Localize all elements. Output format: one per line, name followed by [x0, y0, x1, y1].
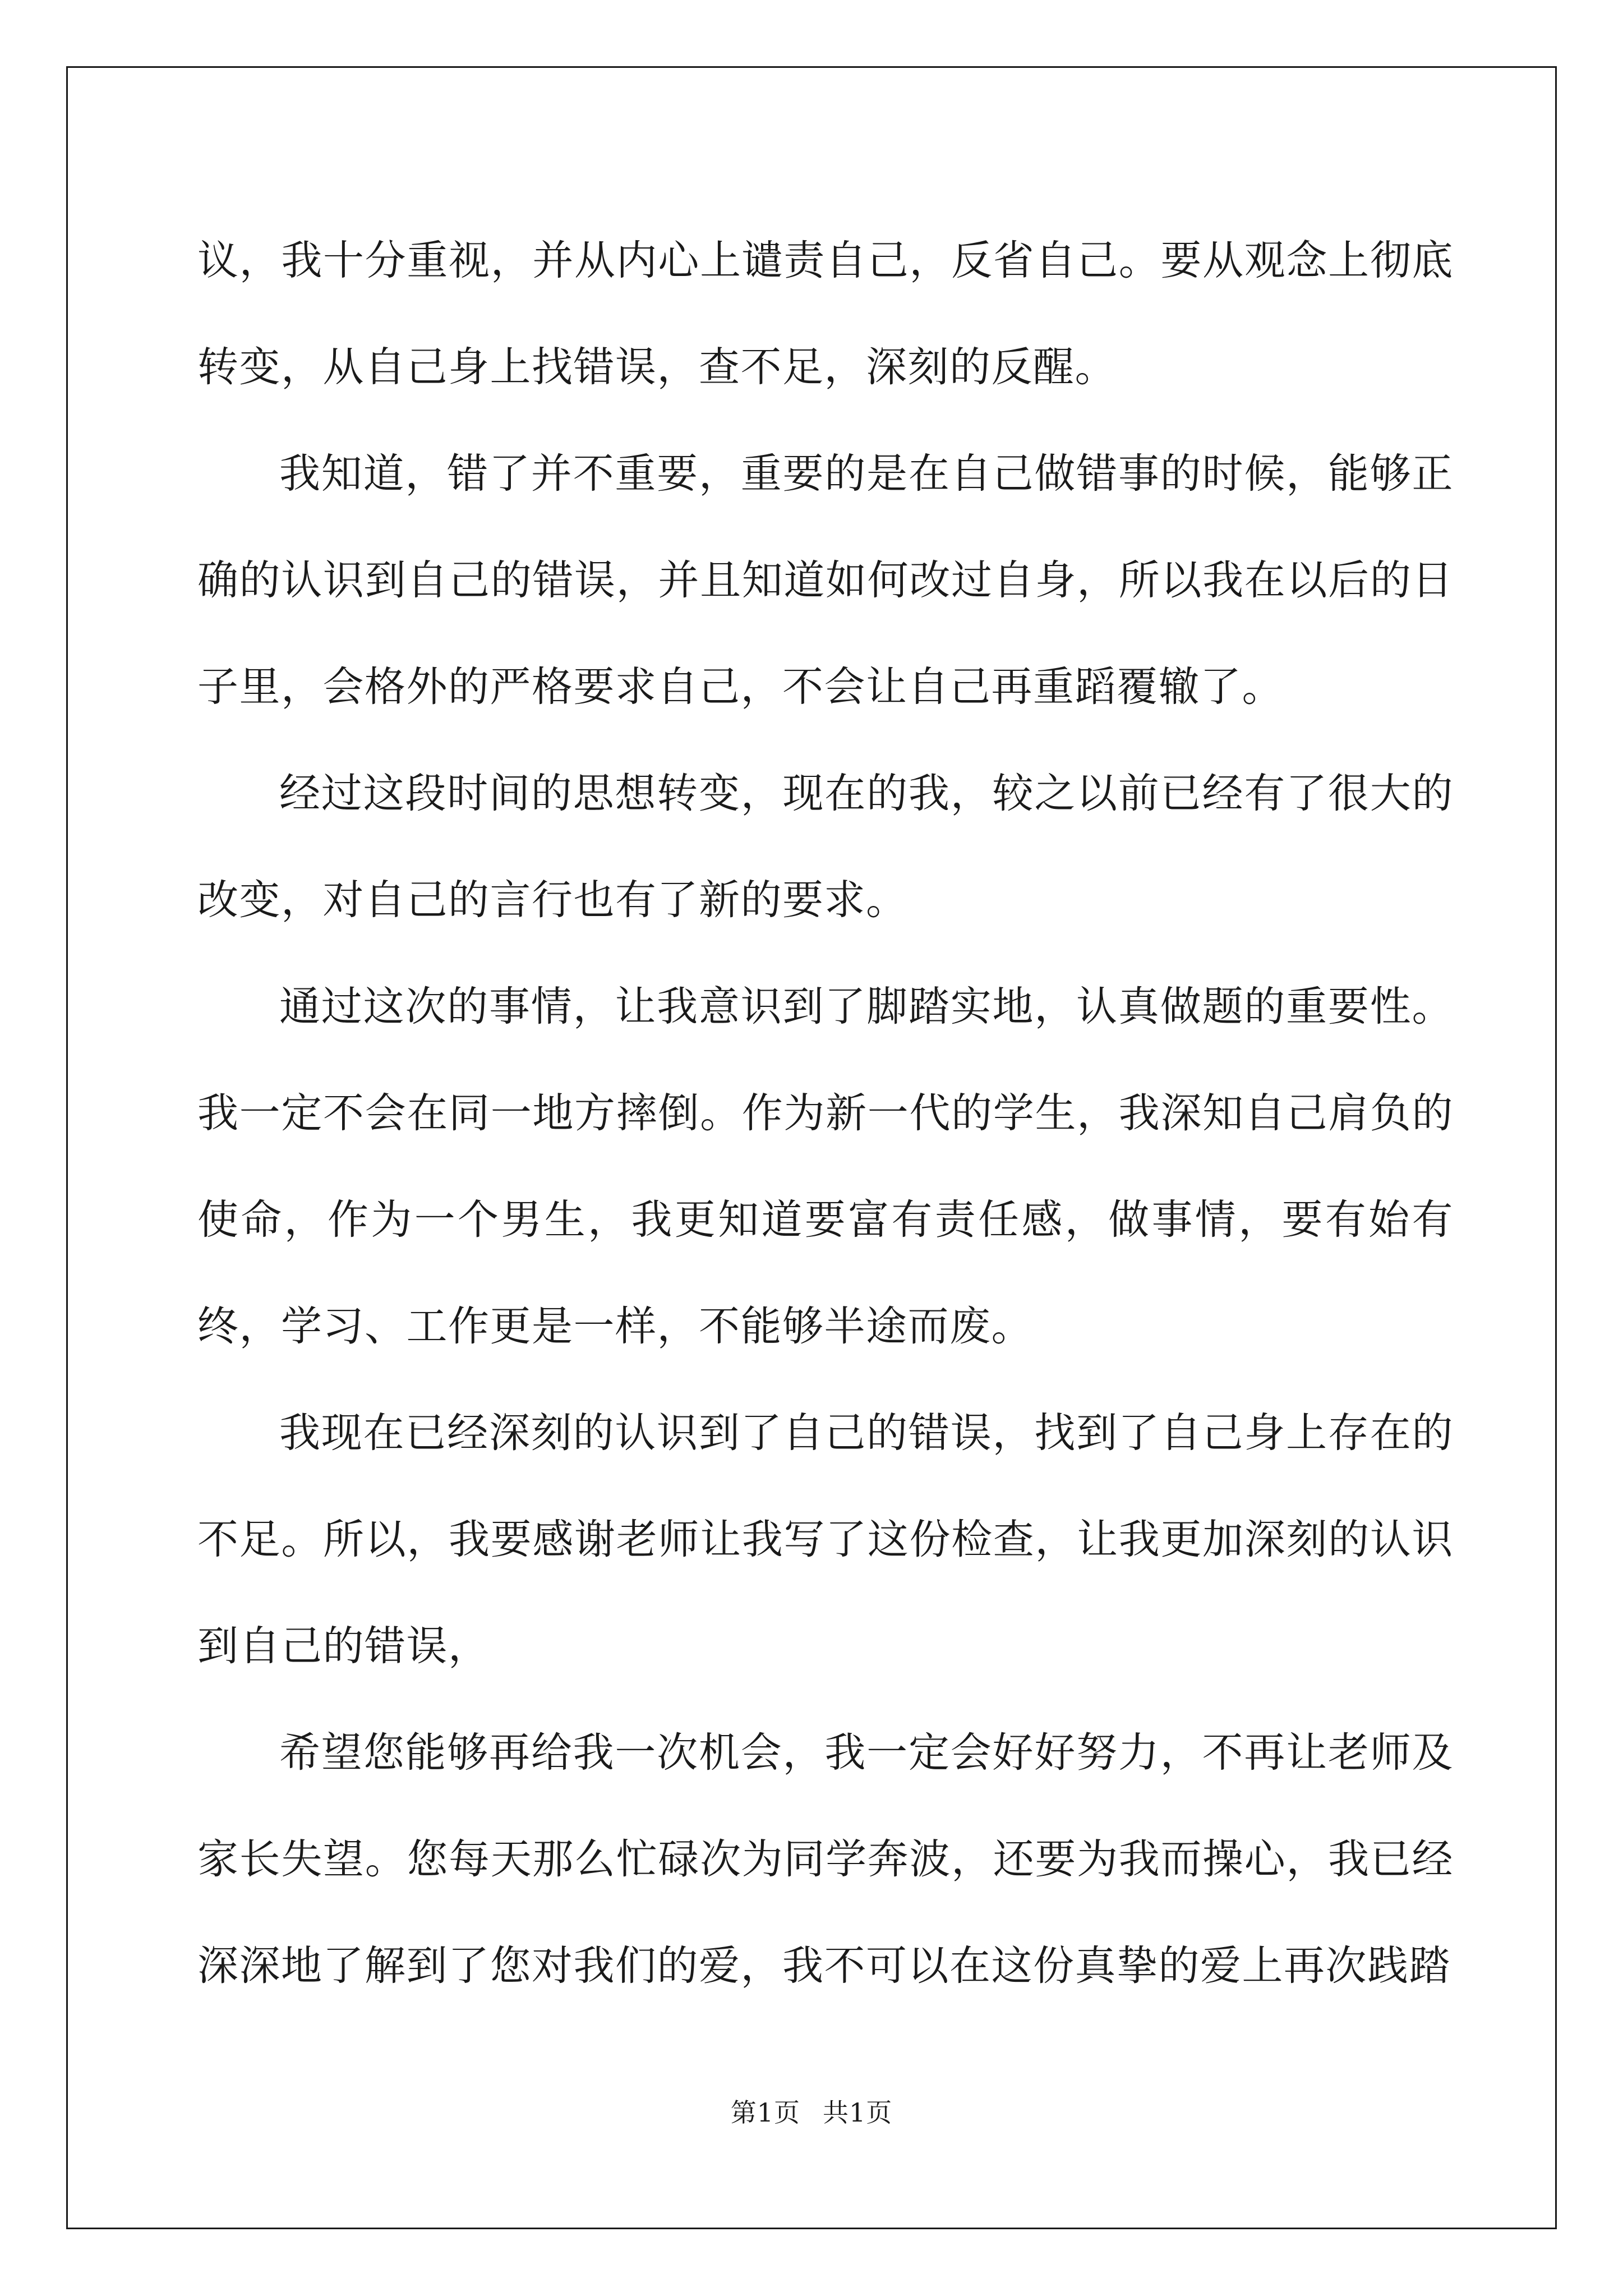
paragraph-5: 我现在已经深刻的认识到了自己的错误，找到了自己身上存在的不足。所以，我要感谢老师让我写了这份检查，让我更加深刻的认识到自己的错误， — [197, 1409, 1454, 1670]
document-body — [197, 208, 1454, 2019]
paragraph-6: 希望您能够再给我一次机会，我一定会好好努力，不再让老师及家长失望。您每天那么忙碌次为同学奔波，还要为我而操心，我已经深深地了解到了您对我们的爱，我不可以在这份真挚的爱上再次践踏 — [197, 1729, 1454, 1990]
page-number: 第1页 — [730, 2097, 800, 2128]
paragraph-1: 议，我十分重视，并从内心上谴责自己，反省自己。要从观念上彻底转变，从自己身上找错误，查不足，深刻的反醒。 — [197, 237, 1454, 391]
paragraph-4: 通过这次的事情，让我意识到了脚踏实地，认真做题的重要性。我一定不会在同一地方摔倒。作为新一代的学生，我深知自己肩负的使命，作为一个男生，我更知道要富有责任感，做事情，要有始有终，学习、工作更是一样，不能够半途而废。 — [197, 983, 1454, 1350]
page-footer — [0, 2092, 1623, 2129]
paragraph-2: 我知道，错了并不重要，重要的是在自己做错事的时候，能够正确的认识到自己的错误，并且知道如何改过自身，所以我在以后的日子里，会格外的严格要求自己，不会让自己再重蹈覆辙了。 — [197, 450, 1454, 711]
page-total: 共1页 — [823, 2097, 893, 2128]
paragraph-3: 经过这段时间的思想转变，现在的我，较之以前已经有了很大的改变，对自己的言行也有了新的要求。 — [197, 770, 1454, 924]
